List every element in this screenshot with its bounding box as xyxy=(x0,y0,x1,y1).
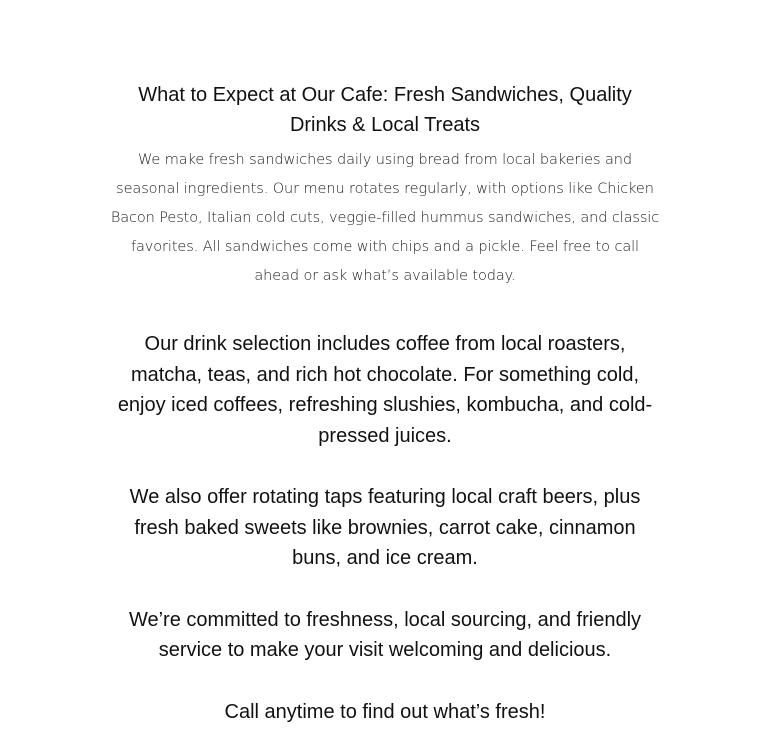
drinks-paragraph: Our drink selection includes coffee from local roasters, matcha, teas, and rich hot chocolate. For something cold, enjoy iced coffees, refreshing slushies, kombucha, and cold-pressed juices. xyxy=(117,333,653,447)
commitment-paragraph: We’re committed to freshness, local sourcing, and friendly service to make your visit welcoming and delicious. xyxy=(128,608,642,661)
section-heading: What to Expect at Our Cafe: Fresh Sandwiches, Quality Drinks & Local Treats xyxy=(138,84,632,136)
taps-sweets-paragraph: We also offer rotating taps featuring local craft beers, plus fresh baked sweets like brownies, carrot cake, cinnamon buns, and ice cream. xyxy=(129,486,641,569)
sandwich-intro-paragraph: We make fresh sandwiches daily using bread from local bakeries and seasonal ingredients. Our menu rotates regularly, with options like Chicken Bacon Pesto, Italian cold cuts, veggie-filled hummus sandwiches, and classic favorites. All sandwiches come with chips and a pickle. Feel free to call ahead or ask what’s available today. xyxy=(110,152,660,284)
cafe-info-section xyxy=(110,80,660,727)
call-to-action-text: Call anytime to find out what’s fresh! xyxy=(224,700,546,723)
